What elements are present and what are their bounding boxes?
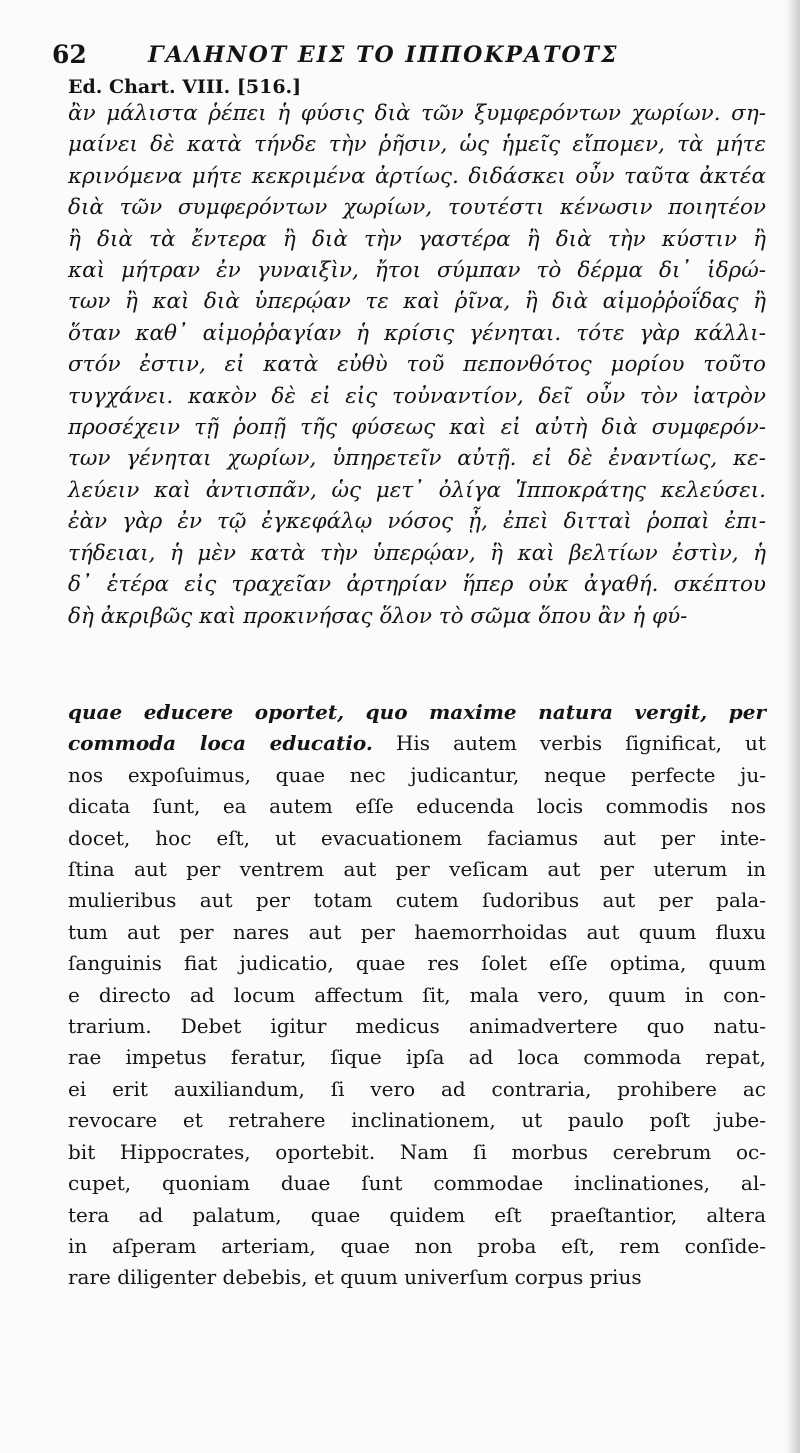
greek-line: διὰ τῶν συμφερόντων χωρίων, τουτέστι κένωσιν ποιητέον: [68, 195, 766, 221]
latin-italic-text: quae educere oportet, quo maxime natura vergit, per: [68, 700, 766, 724]
greek-line: ὅταν καθ᾽ αἱμοῤῥαγίαν ἡ κρίσις γένηται. τότε γὰρ κάλλι-: [68, 320, 766, 346]
latin-roman-text: ei erit auxiliandum, ſi vero ad contraria, prohibere ac: [68, 1076, 766, 1101]
latin-line: [68, 1105, 766, 1136]
latin-line: [68, 1042, 766, 1073]
latin-line: [68, 1200, 766, 1231]
latin-line: [68, 948, 766, 979]
page-number: 62: [52, 40, 87, 69]
greek-line: κρινόμενα μήτε κεκριμένα ἀρτίως. διδάσκει οὖν ταῦτα ἀκτέα: [68, 163, 766, 189]
latin-line: [68, 697, 766, 728]
page-header: [52, 34, 772, 74]
latin-line: [68, 980, 766, 1011]
latin-roman-text: in aſperam arteriam, quae non proba eſt, rem conſide-: [68, 1233, 766, 1258]
running-title: ΓΑΛΗΝΟΤ ΕΙΣ ΤΟ ΙΠΠΟΚΡΑΤΟΤΣ: [148, 42, 619, 68]
latin-roman-text: cupet, quoniam duae ſunt commodae inclinationes, al-: [68, 1171, 766, 1196]
latin-line: [68, 1262, 766, 1293]
greek-line: τυγχάνει. κακὸν δὲ εἰ εἰς τοὐναντίον, δεῖ οὖν τὸν ἰατρὸν: [68, 383, 766, 409]
latin-line: [68, 885, 766, 916]
latin-roman-text: rae impetus feratur, ſique ipſa ad loca commoda repat,: [68, 1045, 766, 1070]
greek-text-block: [68, 98, 766, 632]
latin-text-block: [68, 697, 766, 1294]
greek-line: στόν ἐστιν, εἰ κατὰ εὐθὺ τοῦ πεπονθότος μορίου τοῦτο: [68, 352, 766, 378]
greek-line: δὴ ἀκριβῶς καὶ προκινήσας ὅλον τὸ σῶμα ὅπου ἂν ἡ φύ-: [68, 603, 688, 629]
latin-roman-text: mulieribus aut per totam cutem ſudoribus aut per pala-: [68, 888, 766, 913]
greek-line: των ἢ καὶ διὰ ὑπερῴαν τε καὶ ῥῖνα, ἢ διὰ αἱμοῤῥοΐδας ἢ: [68, 289, 766, 315]
latin-line: [68, 791, 766, 822]
latin-roman-text: ſanguinis fiat judicatio, quae res ſolet eſſe optima, quum: [68, 951, 766, 976]
latin-roman-text: His autem verbis ſignificat, ut: [372, 731, 766, 756]
latin-line: [68, 1168, 766, 1199]
edition-reference: Ed. Chart. VIII. [516.]: [68, 76, 302, 98]
greek-line: ἢ διὰ τὰ ἔντερα ἢ διὰ τὴν γαστέρα ἢ διὰ τὴν κύστιν ἢ: [68, 226, 766, 252]
page-edge-shadow: [786, 0, 800, 1453]
greek-line: μαίνει δὲ κατὰ τήνδε τὴν ῥῆσιν, ὡς ἡμεῖς εἴπομεν, τὰ μήτε: [68, 132, 766, 158]
latin-line: [68, 917, 766, 948]
latin-line: [68, 1011, 766, 1042]
latin-line: [68, 1074, 766, 1105]
latin-line: [68, 760, 766, 791]
latin-line: [68, 1231, 766, 1262]
latin-roman-text: dicata ſunt, ea autem eſſe educenda locis commodis nos: [68, 794, 766, 819]
latin-roman-text: nos expoſuimus, quae nec judicantur, neque perfecte ju-: [68, 762, 766, 787]
latin-line: [68, 854, 766, 885]
latin-line: [68, 1137, 766, 1168]
latin-roman-text: rare diligenter debebis, et quum univerſum corpus prius: [68, 1265, 642, 1290]
latin-roman-text: ſtina aut per ventrem aut per veſicam aut per uterum in: [68, 857, 766, 882]
greek-line: ἂν μάλιστα ῥέπει ἡ φύσις διὰ τῶν ξυμφερόντων χωρίων. ση-: [68, 101, 766, 126]
greek-line: δ᾽ ἑτέρα εἰς τραχεῖαν ἀρτηρίαν ἥπερ οὐκ ἀγαθή. σκέπτου: [68, 572, 766, 598]
latin-line: [68, 728, 766, 759]
latin-roman-text: tum aut per nares aut per haemorrhoidas aut quum fluxu: [68, 919, 766, 944]
latin-roman-text: bit Hippocrates, oportebit. Nam ſi morbus cerebrum oc-: [68, 1139, 766, 1164]
greek-line: καὶ μήτραν ἐν γυναιξὶν, ἤτοι σύμπαν τὸ δέρμα δι᾽ ἱδρώ-: [68, 258, 766, 284]
latin-line: [68, 823, 766, 854]
greek-line: τήδειαι, ἡ μὲν κατὰ τὴν ὑπερῴαν, ἣ καὶ βελτίων ἐστὶν, ἡ: [68, 540, 766, 566]
latin-italic-text: commoda loca educatio.: [68, 731, 373, 756]
greek-line: των γένηται χωρίων, ὑπηρετεῖν αὐτῇ. εἰ δὲ ἐναντίως, κε-: [68, 446, 766, 472]
latin-roman-text: docet, hoc eſt, ut evacuationem faciamus aut per inte-: [68, 825, 766, 850]
greek-line: προσέχειν τῇ ῥοπῇ τῆς φύσεως καὶ εἰ αὐτὴ διὰ συμφερόν-: [68, 415, 766, 441]
latin-roman-text: revocare et retrahere inclinationem, ut paulo poſt jube-: [68, 1108, 766, 1133]
latin-roman-text: e directo ad locum affectum ſit, mala vero, quum in con-: [68, 982, 766, 1007]
greek-line: λεύειν καὶ ἀντισπᾶν, ὡς μετ᾽ ὀλίγα Ἱπποκράτης κελεύσει.: [68, 477, 766, 503]
latin-roman-text: tera ad palatum, quae quidem eſt praeſtantior, altera: [68, 1202, 766, 1227]
greek-line: ἐὰν γὰρ ἐν τῷ ἐγκεφάλῳ νόσος ᾖ, ἐπεὶ διτταὶ ῥοπαὶ ἐπι-: [68, 509, 766, 535]
latin-roman-text: trarium. Debet igitur medicus animadvertere quo natu-: [68, 1014, 766, 1039]
